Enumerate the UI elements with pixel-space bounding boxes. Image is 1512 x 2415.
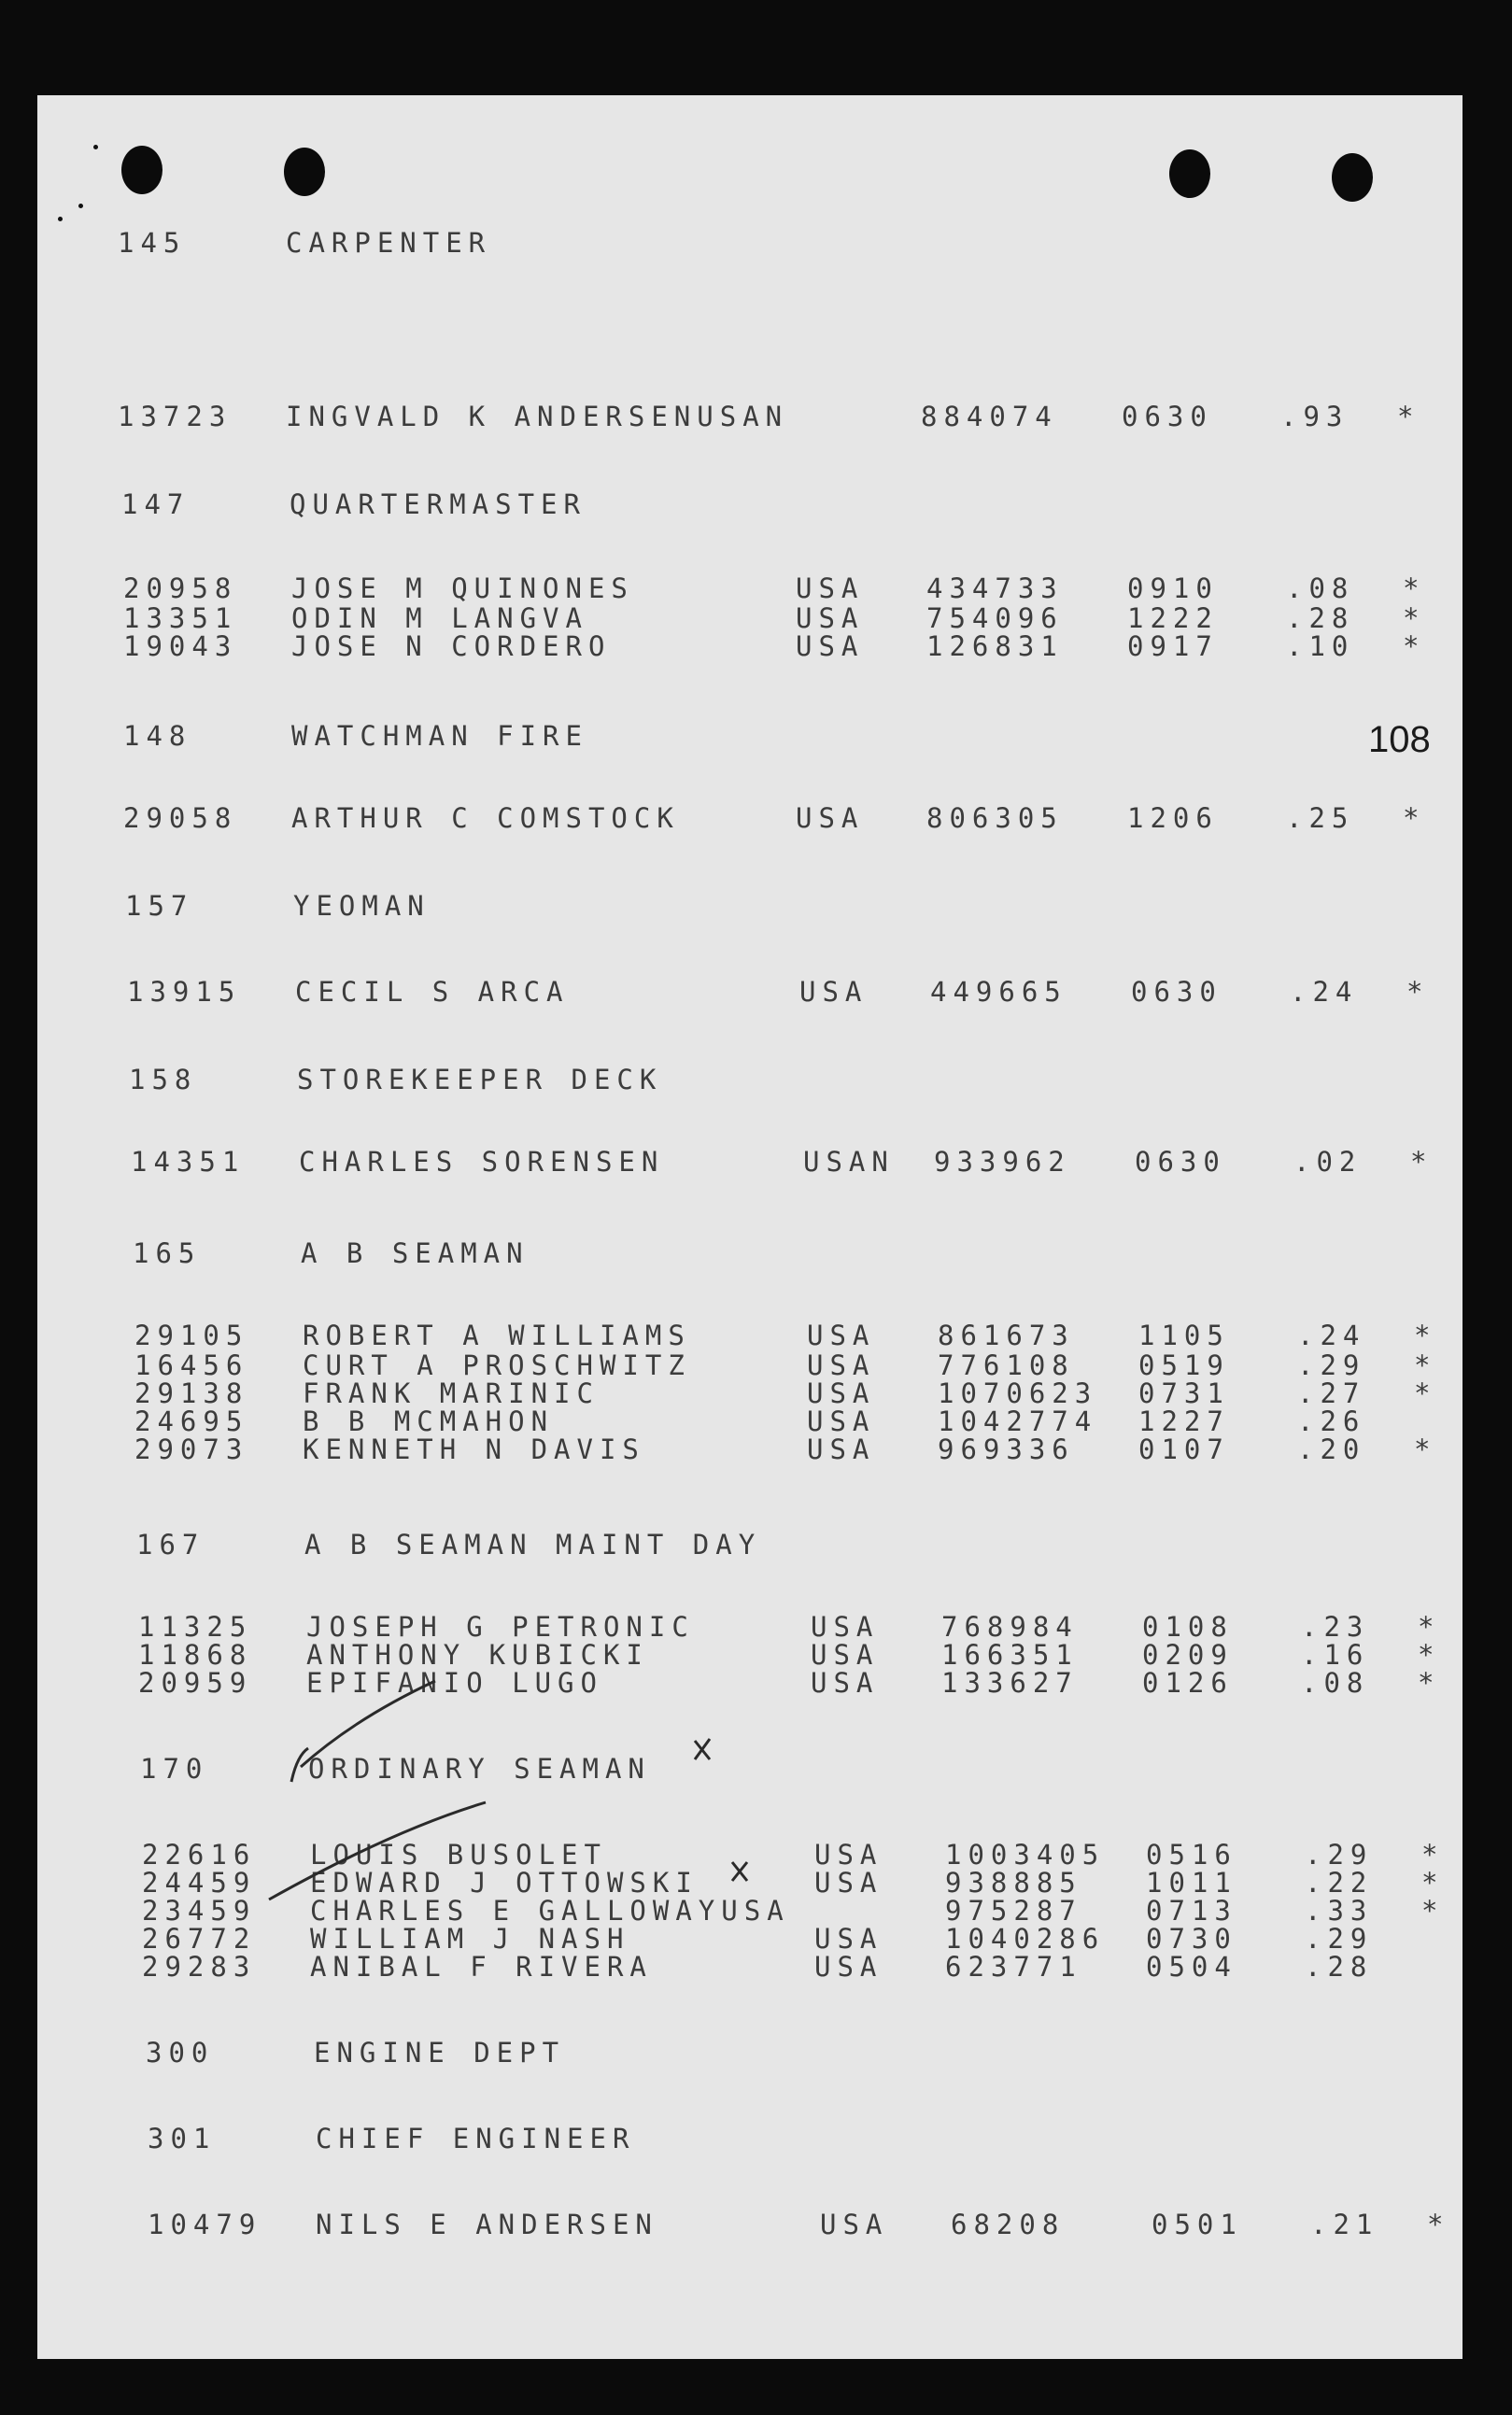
crew-value: .28	[1305, 1951, 1374, 1983]
crew-number: 754096	[926, 602, 1064, 634]
nationality: USA	[807, 1349, 876, 1381]
nationality: USA	[807, 1377, 876, 1409]
crew-name: CHARLES SORENSEN	[299, 1146, 665, 1178]
crew-number: 449665	[930, 976, 1067, 1008]
crew-name: CECIL S ARCA	[295, 976, 570, 1008]
nationality: USA	[814, 1839, 883, 1871]
crew-name: EPIFANIO LUGO	[306, 1667, 603, 1699]
section-code: 145	[118, 227, 187, 259]
section-code: 158	[129, 1064, 198, 1095]
crew-number: 1040286	[945, 1923, 1106, 1955]
section-title: A B SEAMAN MAINT DAY	[304, 1529, 762, 1561]
section-code: 147	[121, 488, 191, 520]
section-title: ORDINARY SEAMAN	[308, 1753, 651, 1785]
crew-value: .08	[1286, 572, 1355, 604]
nationality: USA	[796, 572, 865, 604]
crew-id: 10479	[148, 2209, 262, 2240]
crew-code: 1227	[1138, 1405, 1230, 1437]
crew-value: .24	[1297, 1320, 1366, 1351]
nationality: USA	[796, 602, 865, 634]
asterisk-mark: *	[1418, 1639, 1441, 1671]
crew-value: .24	[1290, 976, 1359, 1008]
crew-name: ANTHONY KUBICKI	[306, 1639, 649, 1671]
crew-name: CURT A PROSCHWITZ	[303, 1349, 691, 1381]
crew-code: 0730	[1146, 1923, 1237, 1955]
nationality: USA	[814, 1923, 883, 1955]
crew-code: 0910	[1127, 572, 1219, 604]
crew-value: .28	[1286, 602, 1355, 634]
section-code: 170	[140, 1753, 209, 1785]
crew-id: 20958	[123, 572, 238, 604]
crew-name: LOUIS BUSOLET	[310, 1839, 607, 1871]
crew-id: 11325	[138, 1611, 253, 1643]
crew-id: 29105	[134, 1320, 249, 1351]
nationality: USA	[799, 976, 869, 1008]
crew-number: 933962	[934, 1146, 1071, 1178]
crew-code: 0630	[1131, 976, 1222, 1008]
crew-name: EDWARD J OTTOWSKI	[310, 1867, 699, 1899]
asterisk-mark: *	[1397, 401, 1420, 432]
section-code: 300	[146, 2037, 215, 2069]
section-code: 167	[136, 1529, 205, 1561]
crew-value: .20	[1297, 1433, 1366, 1465]
crew-value: .21	[1310, 2209, 1379, 2240]
crew-name: JOSEPH G PETRONIC	[306, 1611, 695, 1643]
asterisk-mark: *	[1410, 1146, 1434, 1178]
asterisk-mark: *	[1403, 572, 1426, 604]
crew-code: 0917	[1127, 630, 1219, 662]
crew-id: 13723	[118, 401, 233, 432]
crew-number: 68208	[951, 2209, 1066, 2240]
crew-id: 23459	[142, 1895, 257, 1927]
asterisk-mark: *	[1421, 1895, 1445, 1927]
nationality: USA	[814, 1951, 883, 1983]
crew-id: 20959	[138, 1667, 253, 1699]
page-number: 108	[1368, 719, 1431, 760]
asterisk-mark: *	[1406, 976, 1430, 1008]
crew-code: 1011	[1146, 1867, 1237, 1899]
crew-value: .10	[1286, 630, 1355, 662]
crew-code: 0731	[1138, 1377, 1230, 1409]
section-code: 157	[125, 890, 194, 922]
crew-id: 29058	[123, 802, 238, 834]
crew-code: 0108	[1142, 1611, 1234, 1643]
crew-code: 0630	[1122, 401, 1213, 432]
nationality: USA	[814, 1867, 883, 1899]
crew-id: 11868	[138, 1639, 253, 1671]
crew-number: 166351	[941, 1639, 1079, 1671]
crew-value: .26	[1297, 1405, 1366, 1437]
crew-value: .23	[1301, 1611, 1370, 1643]
crew-name: B B MCMAHON	[303, 1405, 555, 1437]
crew-name: WILLIAM J NASH	[310, 1923, 630, 1955]
crew-code: 0209	[1142, 1639, 1234, 1671]
crew-number: 975287	[945, 1895, 1082, 1927]
crew-id: 29138	[134, 1377, 249, 1409]
asterisk-mark: *	[1421, 1839, 1445, 1871]
crew-name: NILS E ANDERSEN	[316, 2209, 658, 2240]
crew-name: JOSE M QUINONES	[291, 572, 634, 604]
crew-number: 623771	[945, 1951, 1082, 1983]
crew-number: 133627	[941, 1667, 1079, 1699]
nationality: USA	[807, 1320, 876, 1351]
crew-value: .25	[1286, 802, 1355, 834]
crew-code: 1105	[1138, 1320, 1230, 1351]
crew-name: INGVALD K ANDERSENUSAN	[286, 401, 789, 432]
nationality: USA	[807, 1433, 876, 1465]
crew-value: .29	[1297, 1349, 1366, 1381]
crew-id: 14351	[131, 1146, 246, 1178]
crew-value: .33	[1305, 1895, 1374, 1927]
crew-value: .29	[1305, 1839, 1374, 1871]
crew-number: 126831	[926, 630, 1064, 662]
asterisk-mark: *	[1418, 1667, 1441, 1699]
crew-name: CHARLES E GALLOWAYUSA	[310, 1895, 790, 1927]
section-code: 301	[148, 2123, 217, 2154]
crew-number: 806305	[926, 802, 1064, 834]
crew-code: 0107	[1138, 1433, 1230, 1465]
nationality: USA	[807, 1405, 876, 1437]
crew-id: 13915	[127, 976, 242, 1008]
crew-number: 938885	[945, 1867, 1082, 1899]
asterisk-mark: *	[1421, 1867, 1445, 1899]
crew-id: 19043	[123, 630, 238, 662]
section-code: 165	[133, 1237, 202, 1269]
crew-value: .29	[1305, 1923, 1374, 1955]
crew-id: 26772	[142, 1923, 257, 1955]
asterisk-mark: *	[1403, 802, 1426, 834]
crew-id: 24695	[134, 1405, 249, 1437]
crew-code: 1206	[1127, 802, 1219, 834]
asterisk-mark: *	[1414, 1349, 1437, 1381]
crew-number: 861673	[938, 1320, 1075, 1351]
crew-name: ROBERT A WILLIAMS	[303, 1320, 691, 1351]
section-title: ENGINE DEPT	[314, 2037, 566, 2069]
nationality: USA	[811, 1667, 880, 1699]
nationality: USA	[796, 630, 865, 662]
nationality: USA	[820, 2209, 889, 2240]
crew-code: 0713	[1146, 1895, 1237, 1927]
asterisk-mark: *	[1414, 1377, 1437, 1409]
section-title: STOREKEEPER DECK	[297, 1064, 663, 1095]
nationality: USAN	[803, 1146, 895, 1178]
nationality: USA	[811, 1611, 880, 1643]
crew-id: 22616	[142, 1839, 257, 1871]
section-title: A B SEAMAN	[301, 1237, 530, 1269]
crew-code: 0516	[1146, 1839, 1237, 1871]
section-title: WATCHMAN FIRE	[291, 720, 588, 752]
asterisk-mark: *	[1418, 1611, 1441, 1643]
crew-value: .08	[1301, 1667, 1370, 1699]
asterisk-mark: *	[1403, 602, 1426, 634]
crew-id: 29073	[134, 1433, 249, 1465]
crew-value: .02	[1293, 1146, 1363, 1178]
nationality: USA	[811, 1639, 880, 1671]
crew-value: .16	[1301, 1639, 1370, 1671]
crew-id: 16456	[134, 1349, 249, 1381]
section-title: YEOMAN	[293, 890, 431, 922]
crew-code: 1222	[1127, 602, 1219, 634]
crew-number: 776108	[938, 1349, 1075, 1381]
crew-number: 969336	[938, 1433, 1075, 1465]
section-title: CARPENTER	[286, 227, 492, 259]
asterisk-mark: *	[1427, 2209, 1450, 2240]
crew-id: 29283	[142, 1951, 257, 1983]
asterisk-mark: *	[1414, 1320, 1437, 1351]
crew-name: JOSE N CORDERO	[291, 630, 612, 662]
nationality: USA	[796, 802, 865, 834]
crew-id: 24459	[142, 1867, 257, 1899]
crew-code: 0126	[1142, 1667, 1234, 1699]
crew-name: FRANK MARINIC	[303, 1377, 600, 1409]
section-title: QUARTERMASTER	[290, 488, 586, 520]
crew-code: 0504	[1146, 1951, 1237, 1983]
crew-name: ODIN M LANGVA	[291, 602, 588, 634]
section-title: CHIEF ENGINEER	[316, 2123, 636, 2154]
crew-name: ANIBAL F RIVERA	[310, 1951, 653, 1983]
crew-number: 1003405	[945, 1839, 1106, 1871]
crew-number: 1070623	[938, 1377, 1098, 1409]
crew-name: ARTHUR C COMSTOCK	[291, 802, 680, 834]
asterisk-mark: *	[1414, 1433, 1437, 1465]
section-code: 148	[123, 720, 192, 752]
crew-number: 884074	[921, 401, 1058, 432]
crew-value: .27	[1297, 1377, 1366, 1409]
crew-number: 434733	[926, 572, 1064, 604]
asterisk-mark: *	[1403, 630, 1426, 662]
crew-number: 1042774	[938, 1405, 1098, 1437]
crew-id: 13351	[123, 602, 238, 634]
crew-number: 768984	[941, 1611, 1079, 1643]
crew-value: .93	[1280, 401, 1349, 432]
crew-code: 0519	[1138, 1349, 1230, 1381]
crew-code: 0630	[1135, 1146, 1226, 1178]
crew-code: 0501	[1152, 2209, 1243, 2240]
crew-value: .22	[1305, 1867, 1374, 1899]
crew-name: KENNETH N DAVIS	[303, 1433, 645, 1465]
